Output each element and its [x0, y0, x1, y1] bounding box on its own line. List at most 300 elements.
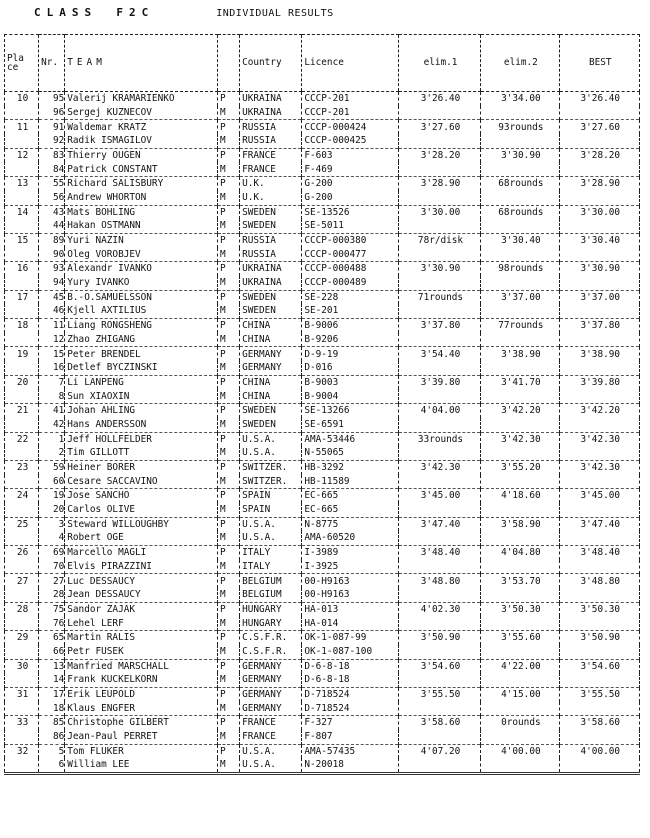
table-row	[5, 219, 640, 233]
nr-cell: 90	[39, 248, 65, 262]
place-cell: 29	[5, 631, 39, 645]
best-cell: 3'30.90	[559, 262, 639, 276]
licence-cell: D-6-8-18	[302, 659, 398, 673]
best-cell: 3'30.40	[559, 233, 639, 247]
country-cell: SWITZER.	[240, 475, 302, 489]
nr-cell: 46	[39, 304, 65, 318]
name-cell: William LEE	[65, 758, 218, 773]
nr-cell: 56	[39, 191, 65, 205]
elim2-cell	[481, 304, 559, 318]
role-cell: P	[217, 347, 239, 361]
country-cell: UKRAINA	[240, 276, 302, 290]
nr-cell: 8	[39, 389, 65, 403]
table-row	[5, 730, 640, 744]
table-row	[5, 517, 640, 531]
name-cell: Richard SALISBURY	[65, 177, 218, 191]
nr-cell: 6	[39, 758, 65, 773]
header-team: TEAM	[65, 35, 218, 92]
elim2-cell	[481, 446, 559, 460]
best-cell: 3'42.20	[559, 404, 639, 418]
name-cell: Jeff HOLLFELDER	[65, 432, 218, 446]
elim2-cell: 0rounds	[481, 716, 559, 730]
nr-cell: 91	[39, 120, 65, 134]
licence-cell: D-9-19	[302, 347, 398, 361]
place-cell: 18	[5, 319, 39, 333]
best-cell	[559, 162, 639, 176]
class-code: F2C	[116, 6, 155, 19]
name-cell: Andrew WHORTON	[65, 191, 218, 205]
elim1-cell: 3'26.40	[398, 92, 480, 106]
country-cell: HUNGARY	[240, 616, 302, 630]
name-cell: Jean DESSAUCY	[65, 588, 218, 602]
place-cell: 25	[5, 517, 39, 531]
best-cell	[559, 702, 639, 716]
best-cell	[559, 475, 639, 489]
elim1-cell: 4'02.30	[398, 602, 480, 616]
licence-cell: EC-665	[302, 489, 398, 503]
table-row	[5, 489, 640, 503]
licence-cell: G-200	[302, 191, 398, 205]
country-cell: RUSSIA	[240, 134, 302, 148]
best-cell	[559, 645, 639, 659]
best-cell: 3'42.30	[559, 460, 639, 474]
place-cell	[5, 191, 39, 205]
name-cell: Erik LEUPOLD	[65, 687, 218, 701]
elim2-cell	[481, 106, 559, 120]
role-cell: M	[217, 446, 239, 460]
country-cell: SWEDEN	[240, 404, 302, 418]
nr-cell: 2	[39, 446, 65, 460]
table-row	[5, 560, 640, 574]
table-row	[5, 120, 640, 134]
country-cell: CHINA	[240, 389, 302, 403]
elim2-cell	[481, 134, 559, 148]
nr-cell: 55	[39, 177, 65, 191]
nr-cell: 11	[39, 319, 65, 333]
best-cell	[559, 616, 639, 630]
role-cell: M	[217, 106, 239, 120]
name-cell: Yury IVANKO	[65, 276, 218, 290]
nr-cell: 93	[39, 262, 65, 276]
place-cell	[5, 418, 39, 432]
elim2-cell: 3'41.70	[481, 375, 559, 389]
name-cell: Steward WILLOUGHBY	[65, 517, 218, 531]
place-cell: 20	[5, 375, 39, 389]
elim2-cell	[481, 758, 559, 773]
best-cell: 3'37.00	[559, 290, 639, 304]
licence-cell: AMA-57435	[302, 744, 398, 758]
header-row	[5, 35, 640, 92]
role-cell: M	[217, 475, 239, 489]
elim1-cell: 3'30.00	[398, 205, 480, 219]
nr-cell: 86	[39, 730, 65, 744]
licence-cell: CCCP-201	[302, 92, 398, 106]
licence-cell: CCCP-000380	[302, 233, 398, 247]
country-cell: HUNGARY	[240, 602, 302, 616]
header-licence: Licence	[302, 35, 398, 92]
elim1-cell	[398, 446, 480, 460]
best-cell: 3'26.40	[559, 92, 639, 106]
nr-cell: 59	[39, 460, 65, 474]
table-row	[5, 446, 640, 460]
role-cell: M	[217, 588, 239, 602]
elim1-cell	[398, 730, 480, 744]
nr-cell: 28	[39, 588, 65, 602]
elim1-cell	[398, 134, 480, 148]
role-cell: P	[217, 205, 239, 219]
elim2-cell	[481, 645, 559, 659]
results-subtitle: INDIVIDUAL RESULTS	[216, 8, 334, 19]
licence-cell: CCCP-000424	[302, 120, 398, 134]
licence-cell: SE-13526	[302, 205, 398, 219]
name-cell: Luc DESSAUCY	[65, 574, 218, 588]
country-cell: U.K.	[240, 191, 302, 205]
place-cell: 22	[5, 432, 39, 446]
nr-cell: 19	[39, 489, 65, 503]
licence-cell: SE-6591	[302, 418, 398, 432]
elim1-cell: 3'55.50	[398, 687, 480, 701]
place-cell	[5, 304, 39, 318]
role-cell: M	[217, 134, 239, 148]
country-cell: ITALY	[240, 560, 302, 574]
licence-cell: SE-5011	[302, 219, 398, 233]
best-cell: 3'47.40	[559, 517, 639, 531]
elim2-cell	[481, 560, 559, 574]
place-cell: 27	[5, 574, 39, 588]
elim2-cell	[481, 673, 559, 687]
elim2-cell: 3'55.60	[481, 631, 559, 645]
place-cell	[5, 758, 39, 773]
name-cell: Johan AHLING	[65, 404, 218, 418]
country-cell: UKRAINA	[240, 262, 302, 276]
licence-cell: B-9003	[302, 375, 398, 389]
best-cell: 3'30.00	[559, 205, 639, 219]
table-row	[5, 460, 640, 474]
elim2-cell	[481, 361, 559, 375]
role-cell: P	[217, 233, 239, 247]
nr-cell: 45	[39, 290, 65, 304]
name-cell: Waldemar KRATZ	[65, 120, 218, 134]
country-cell: SWITZER.	[240, 460, 302, 474]
name-cell: Hans ANDERSSON	[65, 418, 218, 432]
best-cell	[559, 673, 639, 687]
role-cell: P	[217, 404, 239, 418]
elim2-cell	[481, 162, 559, 176]
licence-cell: 00-H9163	[302, 588, 398, 602]
name-cell: Manfried MARSCHALL	[65, 659, 218, 673]
elim2-cell: 3'42.20	[481, 404, 559, 418]
place-cell	[5, 248, 39, 262]
role-cell: M	[217, 219, 239, 233]
elim1-cell: 3'48.80	[398, 574, 480, 588]
place-cell: 12	[5, 148, 39, 162]
role-cell: P	[217, 574, 239, 588]
nr-cell: 69	[39, 546, 65, 560]
nr-cell: 84	[39, 162, 65, 176]
country-cell: CHINA	[240, 319, 302, 333]
name-cell: Lehel LERF	[65, 616, 218, 630]
table-row	[5, 616, 640, 630]
nr-cell: 17	[39, 687, 65, 701]
country-cell: ITALY	[240, 546, 302, 560]
licence-cell: B-9006	[302, 319, 398, 333]
nr-cell: 5	[39, 744, 65, 758]
name-cell: Heiner BORER	[65, 460, 218, 474]
country-cell: SWEDEN	[240, 219, 302, 233]
best-cell: 3'54.60	[559, 659, 639, 673]
nr-cell: 65	[39, 631, 65, 645]
elim1-cell	[398, 361, 480, 375]
best-cell	[559, 588, 639, 602]
elim2-cell: 4'00.00	[481, 744, 559, 758]
best-cell: 3'50.90	[559, 631, 639, 645]
country-cell: SWEDEN	[240, 205, 302, 219]
name-cell: Thierry OUGEN	[65, 148, 218, 162]
country-cell: UKRAINA	[240, 92, 302, 106]
elim2-cell: 3'38.90	[481, 347, 559, 361]
nr-cell: 89	[39, 233, 65, 247]
table-row	[5, 503, 640, 517]
nr-cell: 4	[39, 531, 65, 545]
table-row	[5, 631, 640, 645]
table-row	[5, 191, 640, 205]
role-cell: P	[217, 375, 239, 389]
name-cell: Marcello MAGLI	[65, 546, 218, 560]
best-cell	[559, 560, 639, 574]
elim1-cell: 71rounds	[398, 290, 480, 304]
role-cell: M	[217, 418, 239, 432]
name-cell: Elvis PIRAZZINI	[65, 560, 218, 574]
nr-cell: 60	[39, 475, 65, 489]
licence-cell: B-9206	[302, 333, 398, 347]
role-cell: P	[217, 148, 239, 162]
place-cell	[5, 106, 39, 120]
licence-cell: D-6-8-18	[302, 673, 398, 687]
elim1-cell: 3'54.60	[398, 659, 480, 673]
elim1-cell	[398, 588, 480, 602]
elim1-cell: 33rounds	[398, 432, 480, 446]
place-cell	[5, 134, 39, 148]
elim1-cell	[398, 531, 480, 545]
country-cell: GERMANY	[240, 702, 302, 716]
nr-cell: 14	[39, 673, 65, 687]
elim1-cell	[398, 503, 480, 517]
licence-cell: OK-1-087-99	[302, 631, 398, 645]
header-elim2: elim.2	[481, 35, 559, 92]
place-cell: 32	[5, 744, 39, 758]
nr-cell: 92	[39, 134, 65, 148]
table-row	[5, 475, 640, 489]
elim1-cell: 3'47.40	[398, 517, 480, 531]
best-cell: 3'28.90	[559, 177, 639, 191]
licence-cell: SE-13266	[302, 404, 398, 418]
licence-cell: D-718524	[302, 702, 398, 716]
results-body	[5, 92, 640, 774]
role-cell: M	[217, 361, 239, 375]
role-cell: P	[217, 517, 239, 531]
best-cell: 3'55.50	[559, 687, 639, 701]
table-row	[5, 262, 640, 276]
header-role	[217, 35, 239, 92]
licence-cell: 00-H9163	[302, 574, 398, 588]
role-cell: P	[217, 92, 239, 106]
elim2-cell	[481, 503, 559, 517]
elim2-cell	[481, 730, 559, 744]
elim1-cell: 3'50.90	[398, 631, 480, 645]
place-cell	[5, 560, 39, 574]
role-cell: P	[217, 659, 239, 673]
country-cell: CHINA	[240, 333, 302, 347]
name-cell: Christophe GILBERT	[65, 716, 218, 730]
country-cell: GERMANY	[240, 659, 302, 673]
role-cell: M	[217, 560, 239, 574]
country-cell: FRANCE	[240, 716, 302, 730]
role-cell: M	[217, 503, 239, 517]
elim2-cell	[481, 219, 559, 233]
role-cell: M	[217, 758, 239, 773]
place-cell	[5, 389, 39, 403]
best-cell	[559, 333, 639, 347]
elim1-cell	[398, 219, 480, 233]
country-cell: RUSSIA	[240, 248, 302, 262]
role-cell: M	[217, 730, 239, 744]
country-cell: C.S.F.R.	[240, 645, 302, 659]
best-cell	[559, 730, 639, 744]
best-cell	[559, 304, 639, 318]
best-cell	[559, 276, 639, 290]
table-row	[5, 205, 640, 219]
place-cell	[5, 645, 39, 659]
place-cell: 24	[5, 489, 39, 503]
role-cell: M	[217, 389, 239, 403]
country-cell: C.S.F.R.	[240, 631, 302, 645]
place-cell	[5, 673, 39, 687]
elim1-cell	[398, 106, 480, 120]
place-cell: 19	[5, 347, 39, 361]
country-cell: GERMANY	[240, 347, 302, 361]
best-cell: 3'42.30	[559, 432, 639, 446]
licence-cell: D-718524	[302, 687, 398, 701]
place-cell	[5, 276, 39, 290]
nr-cell: 96	[39, 106, 65, 120]
role-cell: P	[217, 460, 239, 474]
best-cell	[559, 389, 639, 403]
role-cell: M	[217, 162, 239, 176]
name-cell: Hakan OSTMANN	[65, 219, 218, 233]
elim2-cell: 3'30.40	[481, 233, 559, 247]
nr-cell: 1	[39, 432, 65, 446]
elim1-cell	[398, 191, 480, 205]
table-row	[5, 687, 640, 701]
country-cell: U.S.A.	[240, 432, 302, 446]
role-cell: P	[217, 262, 239, 276]
name-cell: Radik ISMAGILOV	[65, 134, 218, 148]
country-cell: UKRAINA	[240, 106, 302, 120]
elim2-cell	[481, 531, 559, 545]
place-cell: 15	[5, 233, 39, 247]
country-cell: U.S.A.	[240, 531, 302, 545]
elim2-cell: 3'55.20	[481, 460, 559, 474]
country-cell: CHINA	[240, 375, 302, 389]
licence-cell: HB-11589	[302, 475, 398, 489]
name-cell: Cesare SACCAVINO	[65, 475, 218, 489]
table-row	[5, 546, 640, 560]
header-place: Pla ce	[5, 35, 39, 92]
elim1-cell	[398, 673, 480, 687]
elim2-cell	[481, 702, 559, 716]
nr-cell: 15	[39, 347, 65, 361]
country-cell: GERMANY	[240, 673, 302, 687]
licence-cell: CCCP-000489	[302, 276, 398, 290]
licence-cell: OK-1-087-100	[302, 645, 398, 659]
elim1-cell	[398, 333, 480, 347]
elim1-cell: 3'42.30	[398, 460, 480, 474]
role-cell: M	[217, 531, 239, 545]
name-cell: Sun XIAOXIN	[65, 389, 218, 403]
elim2-cell: 77rounds	[481, 319, 559, 333]
licence-cell: CCCP-000477	[302, 248, 398, 262]
name-cell: Liang RONGSHENG	[65, 319, 218, 333]
licence-cell: AMA-60520	[302, 531, 398, 545]
role-cell: P	[217, 716, 239, 730]
place-cell: 13	[5, 177, 39, 191]
table-row	[5, 134, 640, 148]
name-cell: Oleg VOROBJEV	[65, 248, 218, 262]
table-row	[5, 531, 640, 545]
table-row	[5, 574, 640, 588]
name-cell: Valerij KRAMARIENKO	[65, 92, 218, 106]
table-row	[5, 744, 640, 758]
role-cell: M	[217, 304, 239, 318]
place-cell: 26	[5, 546, 39, 560]
best-cell: 3'45.00	[559, 489, 639, 503]
elim1-cell: 3'30.90	[398, 262, 480, 276]
name-cell: Mats BOHLING	[65, 205, 218, 219]
elim1-cell: 4'04.00	[398, 404, 480, 418]
nr-cell: 16	[39, 361, 65, 375]
nr-cell: 94	[39, 276, 65, 290]
role-cell: P	[217, 177, 239, 191]
country-cell: FRANCE	[240, 730, 302, 744]
licence-cell: AMA-53446	[302, 432, 398, 446]
place-cell	[5, 219, 39, 233]
best-cell: 3'38.90	[559, 347, 639, 361]
elim2-cell: 4'22.00	[481, 659, 559, 673]
country-cell: U.S.A.	[240, 744, 302, 758]
place-cell	[5, 361, 39, 375]
table-row	[5, 333, 640, 347]
best-cell: 3'50.30	[559, 602, 639, 616]
elim1-cell	[398, 702, 480, 716]
elim2-cell: 3'53.70	[481, 574, 559, 588]
elim1-cell: 3'45.00	[398, 489, 480, 503]
name-cell: Patrick CONSTANT	[65, 162, 218, 176]
table-row	[5, 375, 640, 389]
table-row	[5, 248, 640, 262]
elim1-cell	[398, 645, 480, 659]
best-cell	[559, 248, 639, 262]
licence-cell: EC-665	[302, 503, 398, 517]
best-cell	[559, 531, 639, 545]
table-row	[5, 673, 640, 687]
best-cell	[559, 106, 639, 120]
country-cell: SPAIN	[240, 489, 302, 503]
name-cell: Sandor ZAJAK	[65, 602, 218, 616]
table-row	[5, 432, 640, 446]
licence-cell: F-327	[302, 716, 398, 730]
table-row	[5, 304, 640, 318]
elim2-cell: 3'30.90	[481, 148, 559, 162]
